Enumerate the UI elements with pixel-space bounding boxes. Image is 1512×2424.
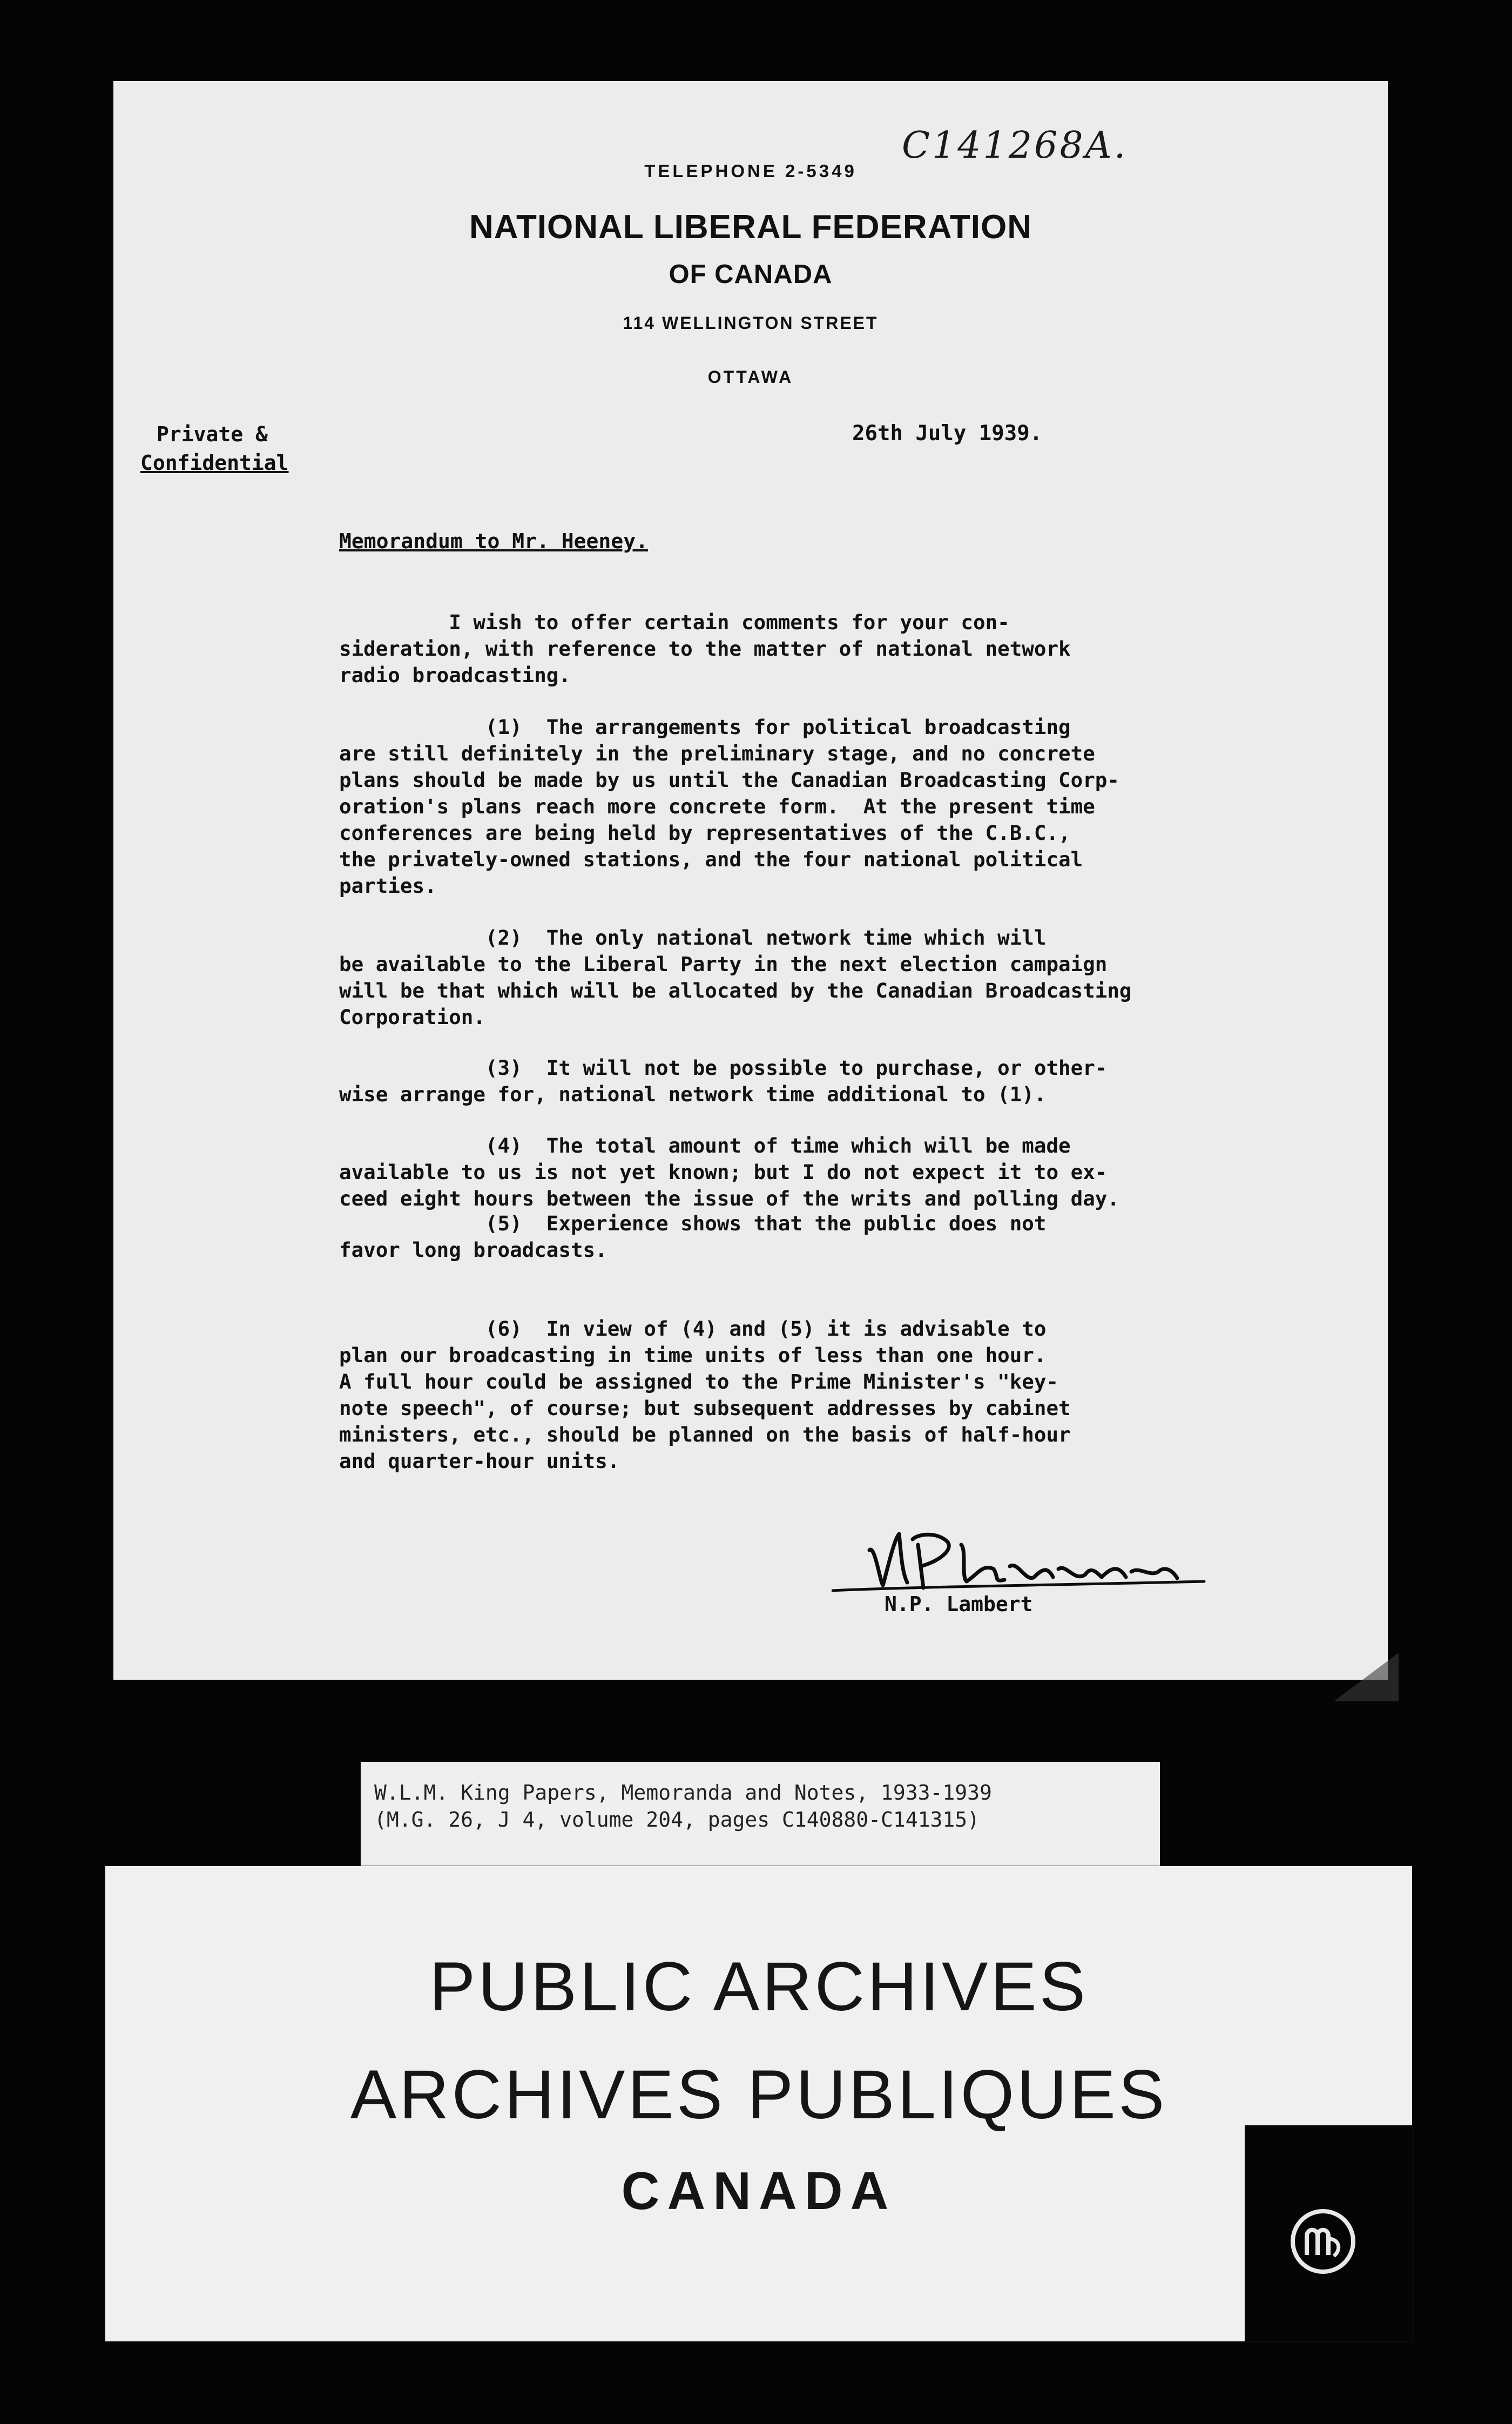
paragraph-intro: I wish to offer certain comments for your con- sideration, with reference to the matter of national network radio broadcasting.	[339, 610, 1071, 687]
paragraph-3: (3) It will not be possible to purchase, or other- wise arrange for, national network time additional to (1).	[339, 1056, 1108, 1106]
logo-block	[1245, 2125, 1412, 2341]
citation-text	[374, 1779, 992, 1833]
letterhead-street: 114 WELLINGTON STREET	[623, 313, 879, 333]
confidentiality-line-2: Confidential	[140, 451, 289, 475]
letterhead-city: OTTAWA	[707, 367, 794, 387]
archive-stamp-french: ARCHIVES PUBLIQUES	[350, 2056, 1167, 2133]
paragraph-2: (2) The only national network time which will be available to the Liberal Party in the next election campaign will be that which will be allocated by the Canadian Broadcasting Corporation.	[339, 926, 1132, 1029]
citation-line-2: (M.G. 26, J 4, volume 204, pages C140880-C141315)	[374, 1808, 980, 1832]
archive-stamp-country: CANADA	[621, 2161, 896, 2220]
citation-line-1: W.L.M. King Papers, Memoranda and Notes, 1933-1939	[374, 1781, 992, 1804]
letterhead-telephone: TELEPHONE 2-5349	[644, 161, 857, 181]
paragraph-6: (6) In view of (4) and (5) it is advisable to plan our broadcasting in time units of less than one hour. A full hour could be assigned to the Prime Minister's "key- note speech", of course; but subsequent addresses by cabinet ministers, etc., should be planned on the basis of half-hour and quarter-hour units.	[339, 1317, 1071, 1473]
citation-label	[361, 1762, 1160, 1881]
archive-reference-number: C141268A.	[902, 124, 1128, 167]
letter-page	[113, 81, 1388, 1680]
archive-stamp-card	[105, 1866, 1412, 2341]
memo-recipient: Memorandum to Mr. Heeney.	[339, 529, 648, 553]
letterhead-country: OF CANADA	[669, 260, 833, 289]
confidentiality-line-1: Private &	[157, 422, 268, 446]
confidentiality-note	[140, 420, 289, 477]
letterhead-organization: NATIONAL LIBERAL FEDERATION	[469, 208, 1032, 246]
paragraph-5: (5) Experience shows that the public does not favor long broadcasts.	[339, 1211, 1047, 1262]
archive-stamp-english: PUBLIC ARCHIVES	[429, 1948, 1089, 2025]
paragraph-1: (1) The arrangements for political broadcasting are still definitely in the preliminary stage, and no concrete plans should be made by us until the Canadian Broadcasting Corp- oration's plans reach more concrete form. At the present time conferences are being held by representatives of the C.B.C., the privately-owned stations, and the four national political parties.	[339, 715, 1119, 898]
typed-signature-name: N.P. Lambert	[885, 1592, 1033, 1616]
paragraph-4: (4) The total amount of time which will be made available to us is not yet known; but I do not expect it to ex- ceed eight hours between the issue of the writs and polling day.	[339, 1134, 1119, 1210]
letter-date: 26th July 1939.	[852, 421, 1043, 446]
archives-emblem-icon	[1288, 2206, 1358, 2277]
